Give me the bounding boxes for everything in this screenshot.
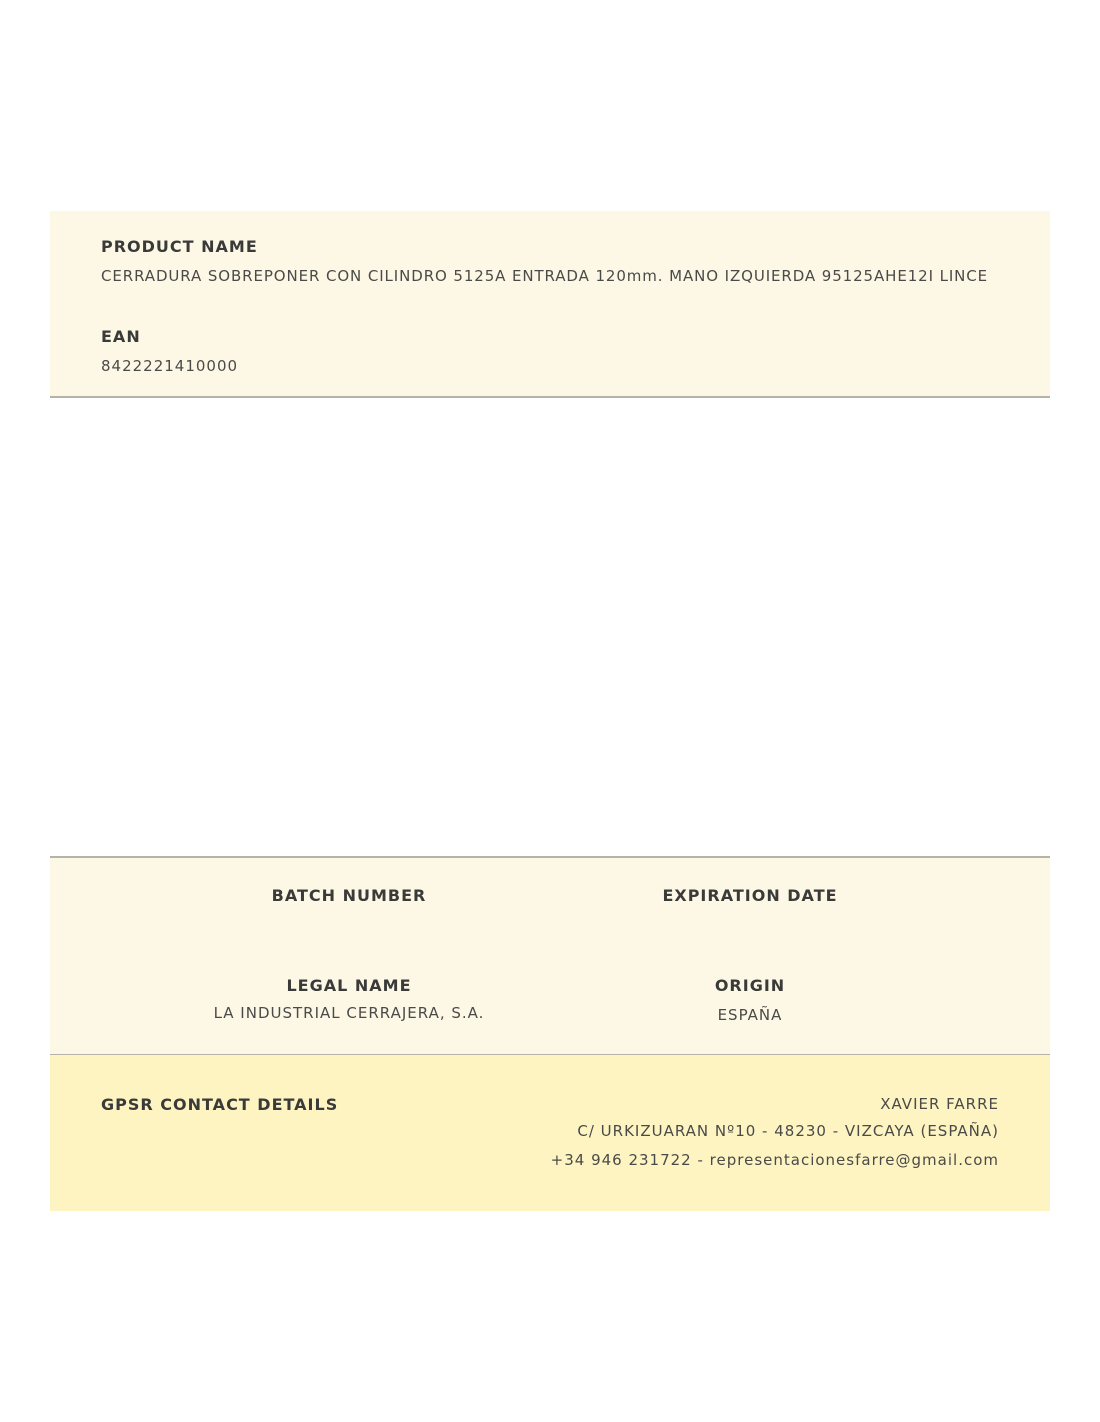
contact-phone-email: +34 946 231722 - representacionesfarre@gmail.com <box>550 1151 999 1169</box>
expiration-date-label: EXPIRATION DATE <box>662 886 838 905</box>
legal-name-label: LEGAL NAME <box>286 976 412 995</box>
product-info-panel <box>50 211 1050 398</box>
gpsr-contact-label: GPSR CONTACT DETAILS <box>101 1095 339 1114</box>
contact-name: XAVIER FARRE <box>880 1095 999 1113</box>
product-details-panel <box>50 856 1050 1056</box>
origin-value: ESPAÑA <box>717 1006 783 1024</box>
product-name-value: CERRADURA SOBREPONER CON CILINDRO 5125A ENTRADA 120mm. MANO IZQUIERDA 95125AHE12I LINCE <box>101 267 989 285</box>
product-name-label: PRODUCT NAME <box>101 237 258 256</box>
contact-address: C/ URKIZUARAN Nº10 - 48230 - VIZCAYA (ESPAÑA) <box>577 1122 999 1140</box>
ean-value: 8422221410000 <box>101 357 239 375</box>
legal-name-value: LA INDUSTRIAL CERRAJERA, S.A. <box>213 1004 485 1022</box>
ean-label: EAN <box>101 327 141 346</box>
origin-label: ORIGIN <box>714 976 786 995</box>
gpsr-contact-panel <box>50 1055 1050 1211</box>
batch-number-label: BATCH NUMBER <box>271 886 427 905</box>
